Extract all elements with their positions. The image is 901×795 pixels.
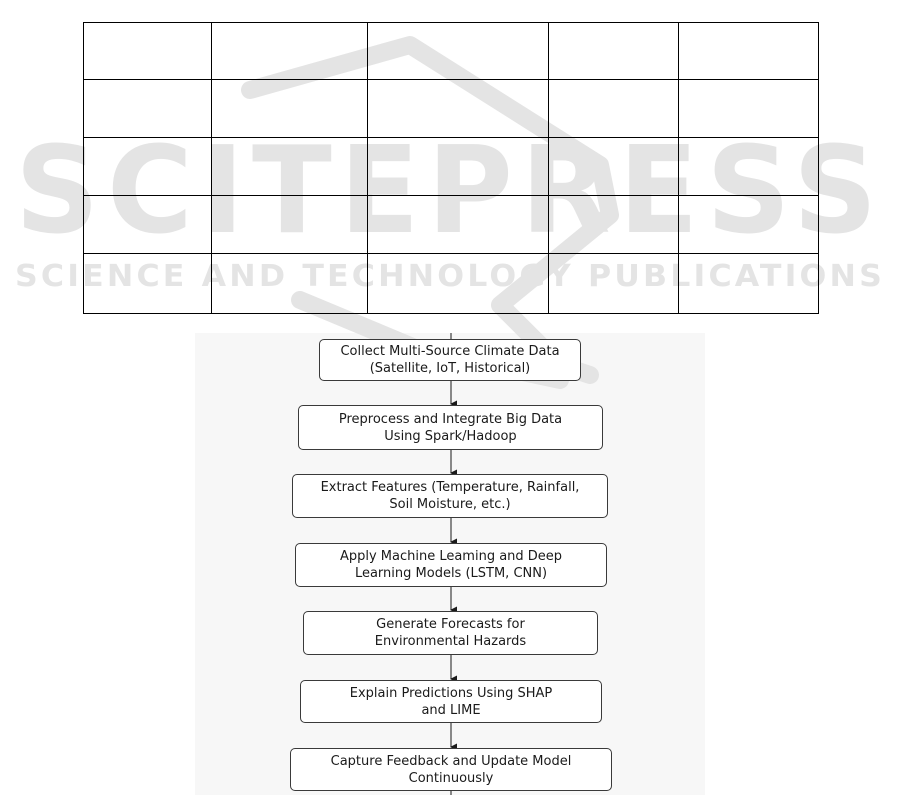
table-cell xyxy=(84,254,212,314)
empty-table xyxy=(83,22,819,314)
table-cell xyxy=(679,254,819,314)
table-cell xyxy=(212,138,368,196)
step-text: Generate Forecasts for Environmental Hazards xyxy=(374,617,527,649)
step-text: Extract Features (Temperature, Rainfall, Soil Moisture, etc.) xyxy=(320,480,580,512)
table-cell xyxy=(679,23,819,80)
watermark-sub-text: SCIENCE AND TECHNOLOGY PUBLICATIONS xyxy=(15,259,886,294)
table-cell xyxy=(368,254,549,314)
table-cell xyxy=(368,196,549,254)
table-cell xyxy=(84,23,212,80)
table-cell xyxy=(368,80,549,138)
step-generate-forecasts xyxy=(303,611,598,655)
step-extract-features xyxy=(292,474,608,518)
step-text: Explain Predictions Using SHAP and LIME xyxy=(349,685,553,718)
table-row xyxy=(84,138,819,196)
table-cell xyxy=(549,80,679,138)
step-text: Collect Multi-Source Climate Data (Satellite, IoT, Historical) xyxy=(340,344,560,376)
table-cell xyxy=(368,138,549,196)
step-collect-data xyxy=(319,339,581,381)
table-cell xyxy=(549,196,679,254)
table-row xyxy=(84,196,819,254)
table-cell xyxy=(679,138,819,196)
watermark-main-text: SCITEPRESS xyxy=(15,122,885,261)
step-explain-predictions xyxy=(300,680,602,723)
step-apply-models xyxy=(295,543,607,587)
table-cell xyxy=(212,80,368,138)
table-cell xyxy=(368,23,549,80)
table-cell xyxy=(212,254,368,314)
table-row xyxy=(84,254,819,314)
table-cell xyxy=(679,196,819,254)
step-preprocess-data xyxy=(298,405,603,450)
table-cell xyxy=(212,196,368,254)
step-capture-feedback xyxy=(290,748,612,791)
table-cell xyxy=(84,196,212,254)
step-text: Preprocess and Integrate Big Data Using Spark/Hadoop xyxy=(338,411,563,444)
table-cell xyxy=(84,80,212,138)
step-text: Capture Feedback and Update Model Continuously xyxy=(330,753,572,786)
table-cell xyxy=(212,23,368,80)
table-row xyxy=(84,80,819,138)
table-cell xyxy=(84,138,212,196)
table-cell xyxy=(549,254,679,314)
step-text: Apply Machine Leaming and Deep Learning Models (LSTM, CNN) xyxy=(339,549,563,581)
table-cell xyxy=(679,80,819,138)
table-cell xyxy=(549,138,679,196)
table-row xyxy=(84,23,819,80)
table-cell xyxy=(549,23,679,80)
